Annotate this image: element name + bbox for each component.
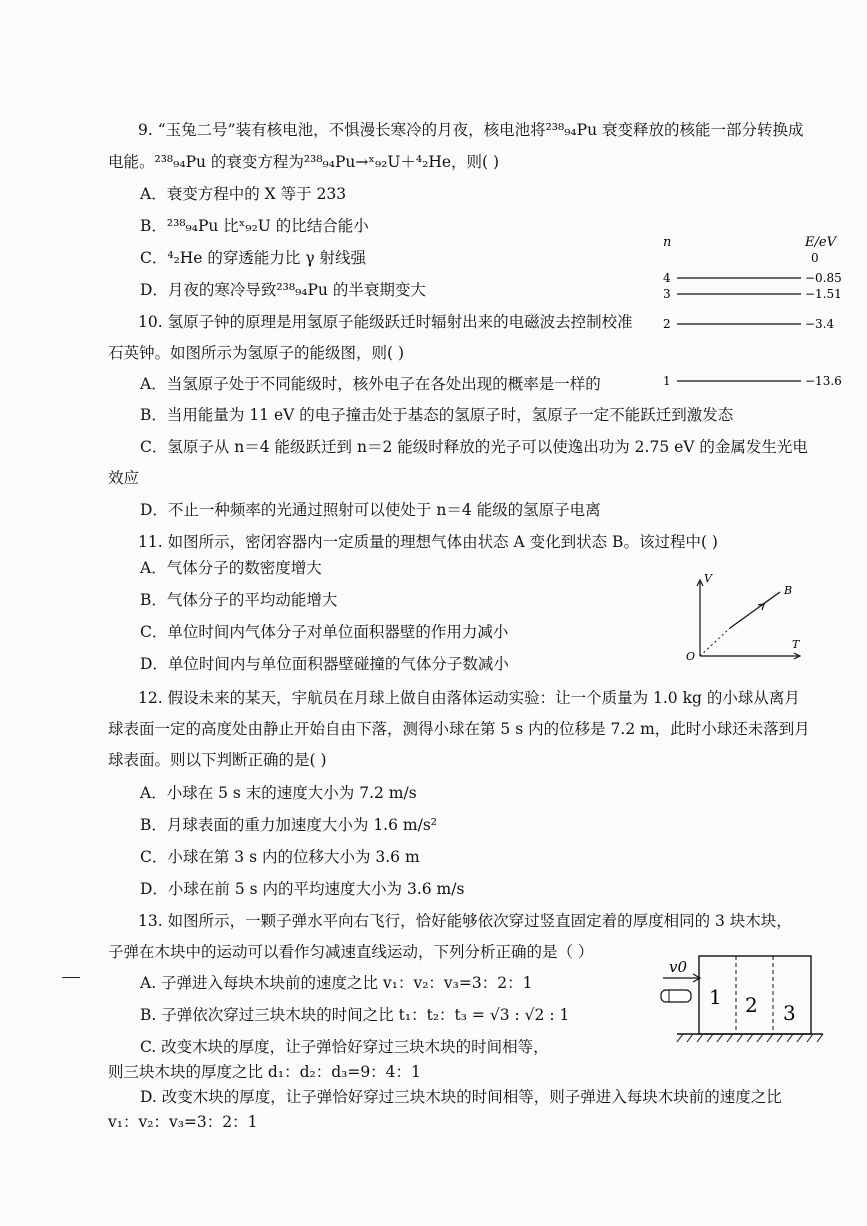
- q12-stem-line3: 球表面。则以下判断正确的是( ): [108, 751, 327, 769]
- vt-graph-origin: O: [686, 650, 696, 663]
- bullet-icon: [661, 990, 691, 1002]
- q9-option-d: D．月夜的寒冷导致²³⁸₉₄Pu 的半衰期变大: [140, 281, 426, 299]
- energy-level-n1-label: 1: [663, 374, 671, 388]
- energy-diagram-e-header: E/eV: [805, 235, 836, 250]
- energy-level-n4-label: 4: [663, 271, 671, 285]
- block-1-label: 1: [709, 985, 722, 1009]
- vt-graph-point-b: B: [784, 584, 793, 597]
- q10-option-d: D．不止一种频率的光通过照射可以使处于 n＝4 能级的氢原子电离: [140, 501, 601, 519]
- energy-value-inf: 0: [811, 251, 819, 265]
- vt-graph-process-line: [730, 592, 780, 628]
- energy-level-n3-label: 3: [663, 287, 671, 301]
- vt-graph-dashed-extension: [700, 628, 730, 656]
- v0-label: v0: [669, 958, 688, 976]
- q10-option-a: A．当氢原子处于不同能级时，核外电子在各处出现的概率是一样的: [140, 375, 601, 393]
- energy-value-n3: −1.51: [805, 287, 842, 301]
- q12-option-b: B．月球表面的重力加速度大小为 1.6 m/s²: [140, 816, 437, 834]
- q11-option-d: D．单位时间内与单位面积器壁碰撞的气体分子数减小: [140, 655, 509, 673]
- q12-option-d: D．小球在前 5 s 内的平均速度大小为 3.6 m/s: [140, 880, 465, 898]
- vt-graph: [680, 568, 810, 668]
- q13-option-d-line1: D. 改变木块的厚度，让子弹恰好穿过三块木块的时间相等，则子弹进入每块木块前的速度之比: [140, 1088, 782, 1106]
- q10-option-c-line1: C．氢原子从 n＝4 能级跃迁到 n＝2 能级时释放的光子可以使逸出功为 2.75 eV 的金属发生光电: [140, 438, 808, 456]
- q12-stem-line1: 12. 假设未来的某天，宇航员在月球上做自由落体运动实验：让一个质量为 1.0 kg 的小球从离月: [138, 689, 800, 707]
- q13-option-b: B. 子弹依次穿过三块木块的时间之比 t₁：t₂：t₃ = √3 : √2 : 1: [140, 1006, 570, 1024]
- energy-diagram-n-header: n: [663, 235, 672, 250]
- q10-stem-line1: 10. 氢原子钟的原理是用氢原子能级跃迁时辐射出来的电磁波去控制校准: [138, 313, 633, 331]
- q9-stem-line2: 电能。²³⁸₉₄Pu 的衰变方程为²³⁸₉₄Pu→ˣ₉₂U＋⁴₂He，则( ): [108, 153, 500, 171]
- block-2-label: 2: [745, 993, 758, 1017]
- energy-value-n1: −13.6: [805, 374, 842, 388]
- q11-stem: 11. 如图所示，密闭容器内一定质量的理想气体由状态 A 变化到状态 B。该过程中( ): [138, 533, 718, 551]
- q9-option-c: C．⁴₂He 的穿透能力比 γ 射线强: [140, 249, 367, 267]
- q13-option-c-line1: C. 改变木块的厚度，让子弹恰好穿过三块木块的时间相等，: [140, 1038, 549, 1056]
- q11-option-b: B．气体分子的平均动能增大: [140, 591, 338, 609]
- q13-stem-line2: 子弹在木块中的运动可以看作匀减速直线运动，下列分析正确的是（ ）: [108, 943, 594, 961]
- q10-stem-line2: 石英钟。如图所示为氢原子的能级图，则( ): [108, 344, 405, 362]
- energy-level-diagram: [655, 228, 860, 388]
- q11-option-a: A．气体分子的数密度增大: [140, 559, 322, 577]
- q13-stem-line1: 13. 如图所示，一颗子弹水平向右飞行，恰好能够依次穿过竖直固定着的厚度相同的 3 块木块，: [138, 912, 792, 930]
- block-3-label: 3: [783, 1001, 796, 1025]
- q9-stem-line1: 9. “玉兔二号”装有核电池，不惧漫长寒冷的月夜，核电池将²³⁸₉₄Pu 衰变释放的核能一部分转换成: [138, 121, 804, 139]
- energy-value-n2: −3.4: [805, 317, 835, 331]
- margin-mark: [62, 977, 80, 978]
- q12-option-a: A．小球在 5 s 末的速度大小为 7.2 m/s: [140, 784, 417, 802]
- q13-option-a: A. 子弹进入每块木块前的速度之比 v₁：v₂：v₃=3：2：1: [140, 974, 533, 992]
- q12-stem-line2: 球表面一定的高度处由静止开始自由下落，测得小球在第 5 s 内的位移是 7.2 m，此时小球还未落到月: [108, 720, 810, 738]
- energy-value-n4: −0.85: [805, 271, 842, 285]
- q10-option-b: B．当用能量为 11 eV 的电子撞击处于基态的氢原子时，氢原子一定不能跃迁到激发态: [140, 406, 734, 424]
- q13-option-c-line2: 则三块木块的厚度之比 d₁：d₂：d₃=9：4：1: [108, 1063, 421, 1081]
- q12-option-c: C．小球在第 3 s 内的位移大小为 3.6 m: [140, 848, 420, 866]
- bullet-blocks-figure: [655, 948, 825, 1048]
- vt-graph-x-label: T: [792, 638, 800, 651]
- energy-level-n2-label: 2: [663, 317, 671, 331]
- q11-option-c: C．单位时间内气体分子对单位面积器壁的作用力减小: [140, 623, 509, 641]
- q13-option-d-line2: v₁：v₂：v₃=3：2：1: [108, 1113, 258, 1131]
- vt-graph-y-label: V: [704, 572, 712, 585]
- ground-hatching: [677, 1034, 823, 1042]
- q9-option-b: B．²³⁸₉₄Pu 比ˣ₉₂U 的比结合能小: [140, 217, 369, 235]
- q10-option-c-line2: 效应: [108, 469, 140, 487]
- q9-option-a: A．衰变方程中的 X 等于 233: [140, 185, 347, 203]
